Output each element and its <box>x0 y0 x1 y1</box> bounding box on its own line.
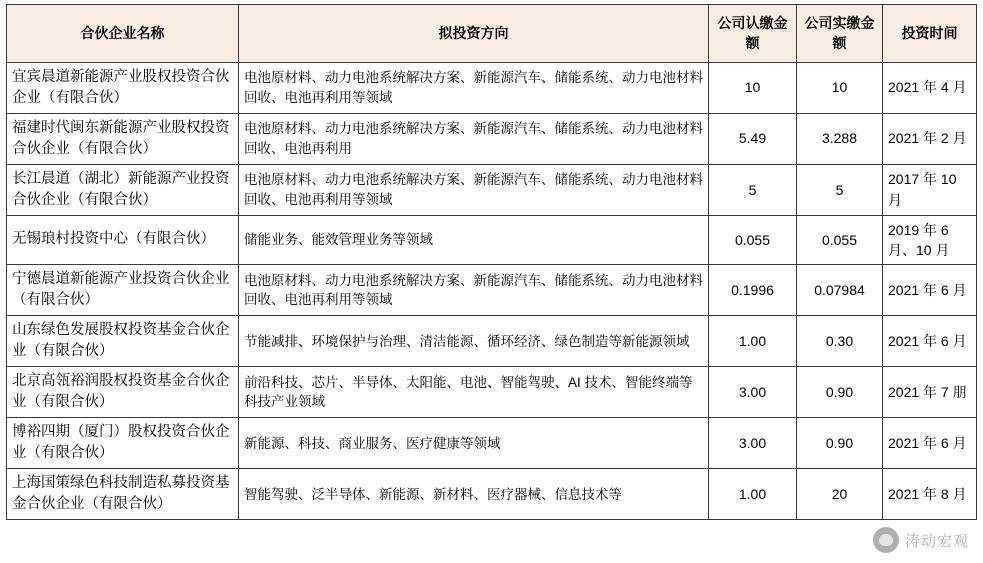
cell-paid-amount: 5 <box>797 164 883 215</box>
cell-partnership-name: 宁德晨道新能源产业投资合伙企业（有限合伙） <box>7 265 239 316</box>
cell-investment-time: 2019 年 6 月、10 月 <box>883 215 977 265</box>
investment-table-container <box>6 4 976 520</box>
cell-investment-direction: 电池原材料、动力电池系统解决方案、新能源汽车、储能系统、动力电池材料回收、电池再利用 <box>239 113 709 164</box>
cell-subscribed-amount: 3.00 <box>709 418 797 469</box>
cell-investment-time: 2021 年 6 月 <box>883 418 977 469</box>
table-row <box>7 316 977 367</box>
cell-paid-amount: 0.07984 <box>797 265 883 316</box>
cell-paid-amount: 0.055 <box>797 215 883 265</box>
column-header-investment-direction: 拟投资方向 <box>239 5 709 63</box>
table-row <box>7 113 977 164</box>
investment-table <box>6 4 977 520</box>
column-header-investment-time: 投资时间 <box>883 5 977 63</box>
cell-partnership-name: 北京高瓴裕润股权投资基金合伙企业（有限合伙） <box>7 367 239 418</box>
table-row <box>7 62 977 113</box>
table-header-row <box>7 5 977 63</box>
cell-investment-direction: 智能驾驶、泛半导体、新能源、新材料、医疗器械、信息技术等 <box>239 469 709 520</box>
cell-paid-amount: 0.30 <box>797 316 883 367</box>
cell-subscribed-amount: 0.1996 <box>709 265 797 316</box>
cell-investment-time: 2021 年 7 朋 <box>883 367 977 418</box>
table-row <box>7 469 977 520</box>
cell-investment-direction: 电池原材料、动力电池系统解决方案、新能源汽车、储能系统、动力电池材料回收、电池再利用等领域 <box>239 62 709 113</box>
cell-subscribed-amount: 1.00 <box>709 469 797 520</box>
cell-subscribed-amount: 3.00 <box>709 367 797 418</box>
table-row <box>7 164 977 215</box>
cell-investment-time: 2017 年 10 月 <box>883 164 977 215</box>
cell-investment-direction: 储能业务、能效管理业务等领域 <box>239 215 709 265</box>
cell-investment-direction: 电池原材料、动力电池系统解决方案、新能源汽车、储能系统、动力电池材料回收、电池再利用等领域 <box>239 164 709 215</box>
cell-partnership-name: 山东绿色发展股权投资基金合伙企业（有限合伙） <box>7 316 239 367</box>
cell-subscribed-amount: 0.055 <box>709 215 797 265</box>
cell-subscribed-amount: 1.00 <box>709 316 797 367</box>
table-header <box>7 5 977 63</box>
table-row <box>7 265 977 316</box>
table-row <box>7 418 977 469</box>
cell-paid-amount: 0.90 <box>797 418 883 469</box>
cell-investment-direction: 前沿科技、芯片、半导体、太阳能、电池、智能驾驶、AI 技术、智能终端等科技产业领域 <box>239 367 709 418</box>
cell-subscribed-amount: 5.49 <box>709 113 797 164</box>
cell-investment-time: 2021 年 8 月 <box>883 469 977 520</box>
cell-subscribed-amount: 5 <box>709 164 797 215</box>
cell-paid-amount: 20 <box>797 469 883 520</box>
table-row <box>7 215 977 265</box>
watermark-text: 涛动宏观 <box>904 533 969 550</box>
cell-investment-time: 2021 年 6 月 <box>883 265 977 316</box>
cell-partnership-name: 福建时代闽东新能源产业股权投资合伙企业（有限合伙） <box>7 113 239 164</box>
column-header-partnership-name: 合伙企业名称 <box>7 5 239 63</box>
cell-partnership-name: 无锡琅村投资中心（有限合伙） <box>7 215 239 265</box>
cell-paid-amount: 0.90 <box>797 367 883 418</box>
cell-subscribed-amount: 10 <box>709 62 797 113</box>
cell-partnership-name: 上海国策绿色科技制造私募投资基金合伙企业（有限合伙） <box>7 469 239 520</box>
table-row <box>7 367 977 418</box>
column-header-paid-amount: 公司实缴金额 <box>797 5 883 63</box>
column-header-subscribed-amount: 公司认缴金额 <box>709 5 797 63</box>
watermark <box>873 527 969 553</box>
watermark-logo-icon <box>873 527 899 553</box>
cell-investment-time: 2021 年 4 月 <box>883 62 977 113</box>
cell-paid-amount: 3.288 <box>797 113 883 164</box>
table-body <box>7 62 977 520</box>
cell-investment-time: 2021 年 6 月 <box>883 316 977 367</box>
cell-investment-time: 2021 年 2 月 <box>883 113 977 164</box>
cell-investment-direction: 电池原材料、动力电池系统解决方案、新能源汽车、储能系统、动力电池材料回收、电池再利用等领域 <box>239 265 709 316</box>
cell-paid-amount: 10 <box>797 62 883 113</box>
cell-partnership-name: 长江晨道（湖北）新能源产业投资合伙企业（有限合伙） <box>7 164 239 215</box>
cell-investment-direction: 节能减排、环境保护与治理、清洁能源、循环经济、绿色制造等新能源领域 <box>239 316 709 367</box>
cell-partnership-name: 博裕四期（厦门）股权投资合伙企业（有限合伙） <box>7 418 239 469</box>
cell-partnership-name: 宜宾晨道新能源产业股权投资合伙企业（有限合伙） <box>7 62 239 113</box>
cell-investment-direction: 新能源、科技、商业服务、医疗健康等领域 <box>239 418 709 469</box>
